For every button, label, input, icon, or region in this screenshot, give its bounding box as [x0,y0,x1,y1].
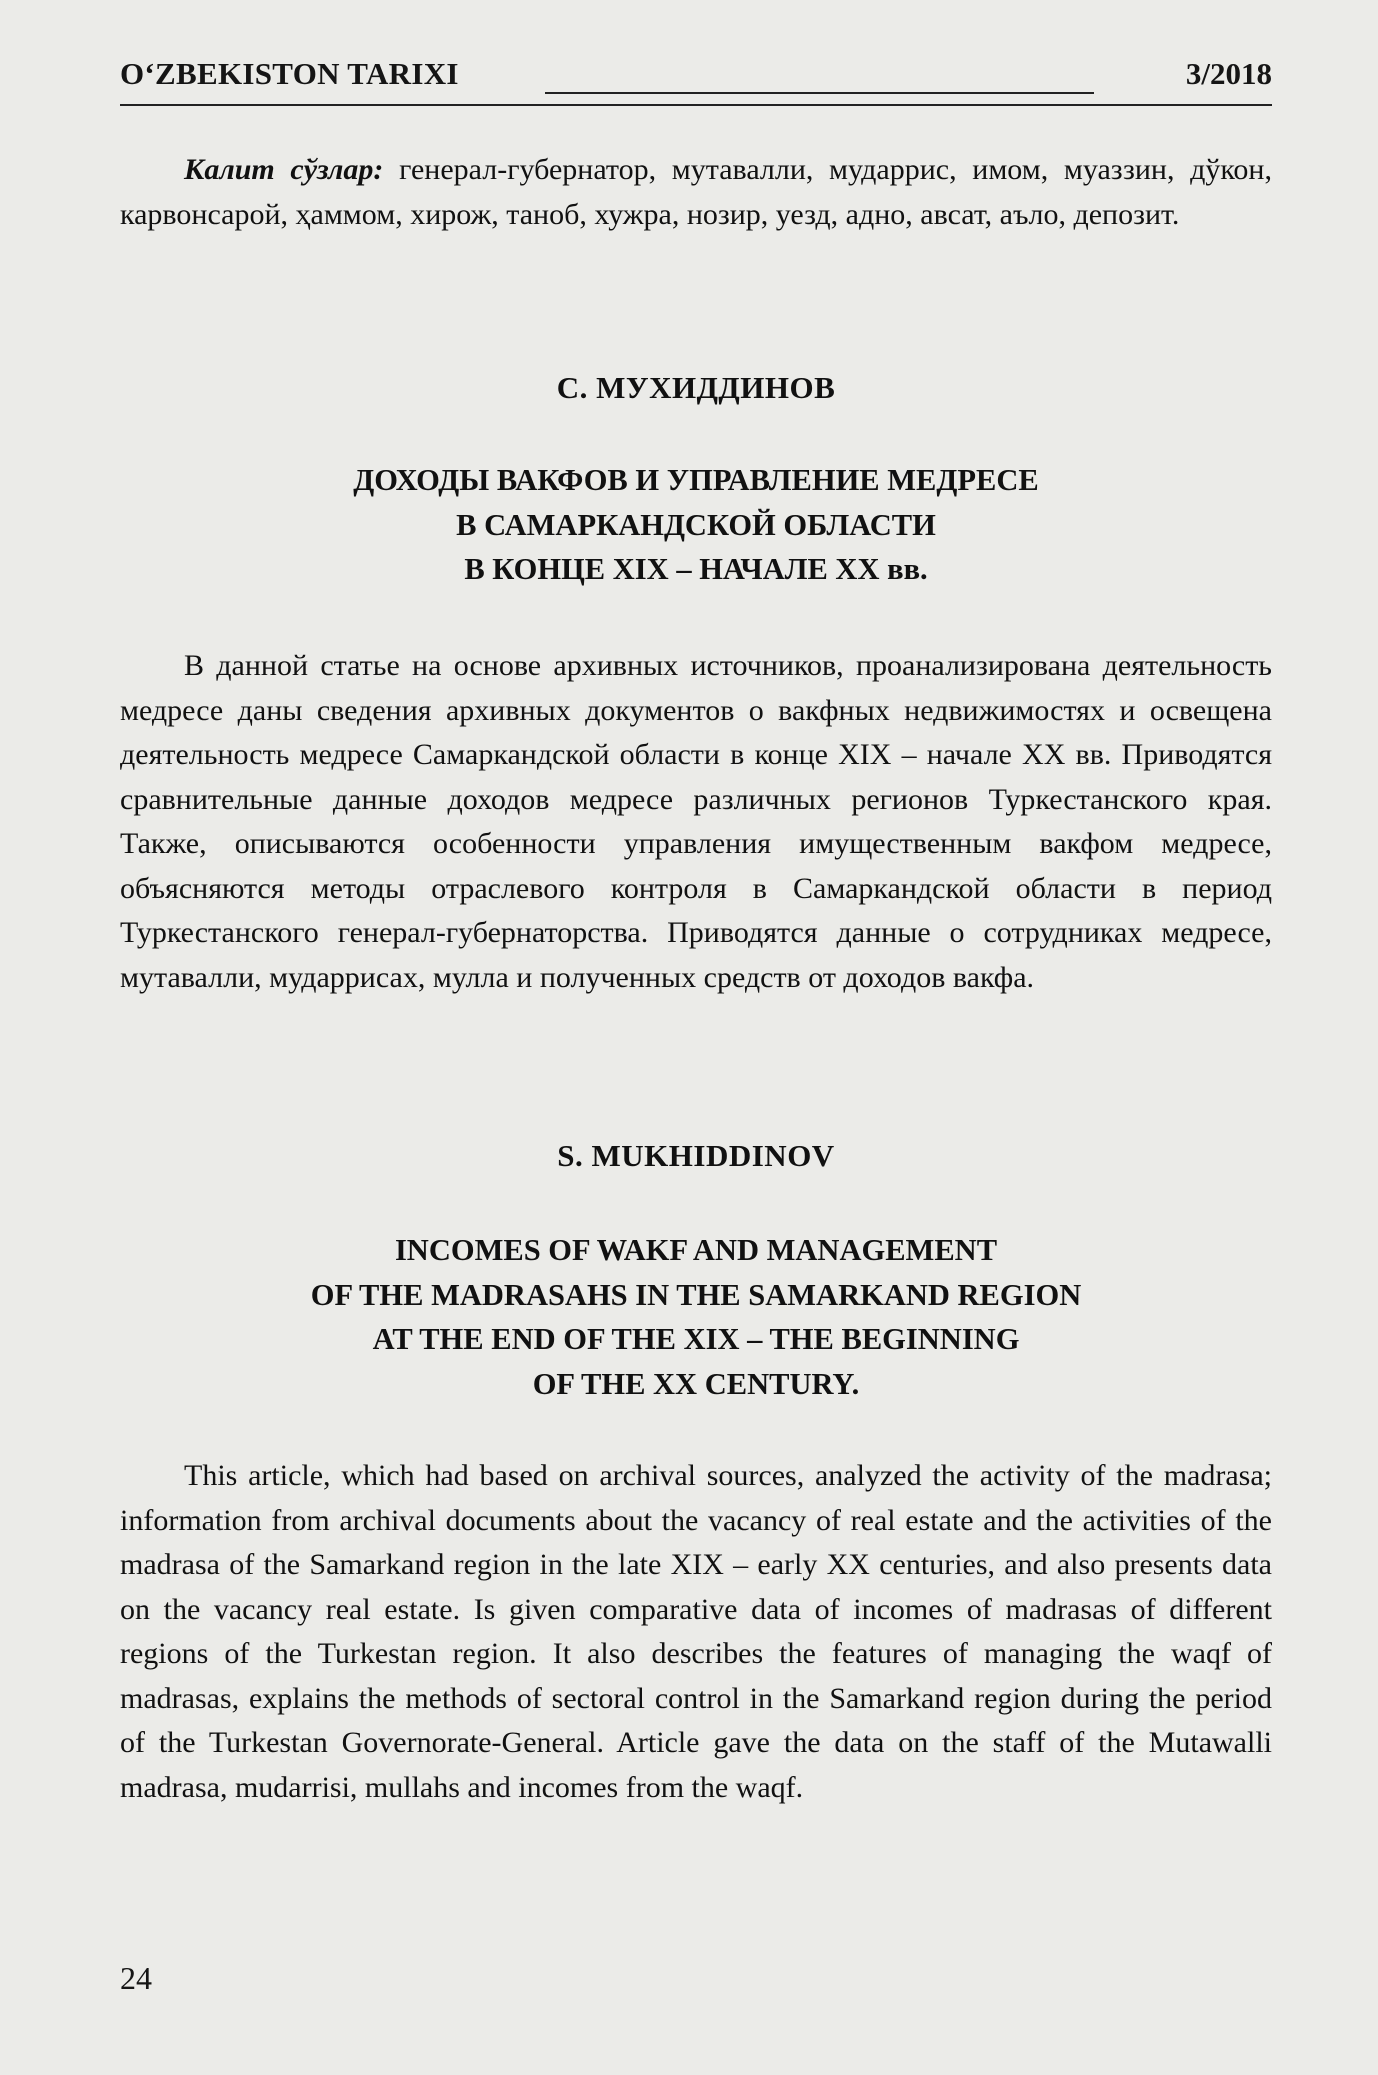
russian-title-block [120,458,1272,592]
header-rule [545,92,1094,94]
page-number: 24 [120,1960,152,1996]
english-title-block [120,1228,1272,1406]
issue-number: 3/2018 [1185,56,1272,91]
keywords-paragraph [120,148,1272,237]
english-abstract: This article, which had based on archival sources, analyzed the activity of the madrasa; information from archival documents about the vacancy of real estate and the activities of the madrasa of the Samarkand region in the late XIX – early XX centuries, and also presents data on the vacancy real estate. Is given comparative data of incomes of madrasas of different regions of the Turkestan region. It also describes the features of managing the waqf of madrasas, explains the methods of sectoral control in the Samarkand region during the period of the Turkestan Governorate-General. Article gave the data on the staff of the Mutawalli madrasa, mudarrisi, mullahs and incomes from the waqf. [120,1459,1272,1804]
russian-author: С. МУХИДДИНОВ [556,370,836,405]
journal-title: O‘ZBEKISTON TARIXI [120,56,459,91]
keywords-section [120,148,1272,237]
english-author-block [120,1138,1272,1174]
russian-author-block [120,370,1272,406]
russian-title-line: ДОХОДЫ ВАКФОВ И УПРАВЛЕНИЕ МЕДРЕСЕ [353,463,1039,497]
russian-abstract-block [120,644,1272,1000]
header-divider [120,104,1272,106]
english-author: S. MUKHIDDINOV [557,1138,835,1173]
english-title [120,1228,1272,1406]
english-title-line: OF THE XX CENTURY. [532,1366,860,1401]
keywords-label: Калит сўзлар: [184,153,384,186]
russian-abstract: В данной статье на основе архивных источников, проанализирована деятельность медресе даны сведения архивных документов о вакфных недвижимостях и освещена деятельность медресе Самаркандской области в конце XIX – начале XX вв. Приводятся сравнительные данные доходов медресе различных регионов Туркестанского края. Также, описываются особенности управления имущественным вакфом медресе, объясняются методы отраслевого контроля в Самаркандской области в период Туркестанского генерал-губернаторства. Приводятся данные о сотрудниках медресе, мутавалли, мударрисах, мулла и полученных средств от доходов вакфа. [120,649,1272,994]
russian-title [120,458,1272,592]
english-title-line: AT THE END OF THE XIX – THE BEGINNING [372,1322,1020,1356]
russian-title-line: В САМАРКАНДСКОЙ ОБЛАСТИ [456,507,936,542]
keywords-text: генерал-губернатор, мутавалли, мударрис, имом, муаззин, дўкон, карвонсарой, ҳаммом, хирож, таноб, хужра, нозир, уезд, адно, авсат, аъло, депозит. [120,153,1272,231]
russian-title-line: В КОНЦЕ XIX – НАЧАЛЕ XX вв. [464,552,928,586]
english-title-line: OF THE MADRASAHS IN THE SAMARKAND REGION [310,1277,1082,1312]
running-header [120,52,1272,102]
english-abstract-block [120,1454,1272,1810]
english-title-line: INCOMES OF WAKF AND MANAGEMENT [394,1233,998,1267]
